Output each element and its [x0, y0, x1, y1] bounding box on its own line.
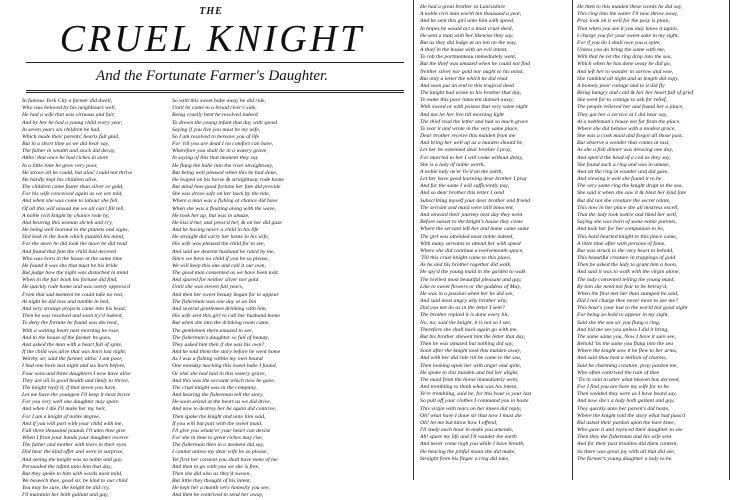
verse-line: For she in time to great riches may rise,: [172, 435, 264, 442]
verse-line: Where the servant left her and home came same: [420, 226, 530, 233]
verse-line: With that he let the ring drop into the sea,: [577, 54, 672, 61]
verse-line: Or else she had laid in this watery grave,: [172, 370, 266, 377]
verse-line: The very same ring the knight dropt in the sea,: [577, 183, 683, 190]
verse-line: From that sad moment he could take no rest,: [22, 291, 124, 298]
verse-line: And for the same I will sufficiently pay,: [420, 183, 510, 190]
verse-line: But they spoke to him with words most mild,: [22, 470, 123, 477]
verse-line: A little time after with persons of fame,: [577, 240, 666, 247]
verse-line: And asked the man with a heart full of spite,: [22, 341, 123, 348]
verse-line: Subscribing myself your dear brother and friend: [420, 197, 531, 204]
verse-line: The fisherman's daughter so full of beauty,: [172, 334, 270, 341]
verse-line: As he and his brother together did walk,: [420, 262, 512, 269]
column-divider: [572, 0, 573, 480]
verse-line: That the lady took notice and liked her well,: [577, 211, 678, 218]
verse-line: This beautiful creature in trappings of gold: [577, 255, 676, 262]
title-rule-bottom-double: [26, 92, 404, 93]
verse-line: And bring her well up as a maiden should be,: [420, 140, 524, 147]
verse-line: Which made their parents' hearts full glad,: [22, 133, 120, 140]
verse-line: That when you see it you may know it again,: [577, 25, 679, 32]
verse-line: 'Tis in vain to alter what heaven has decreed,: [577, 376, 680, 383]
verse-line: And if you will part with your child with me,: [22, 420, 123, 427]
verse-line: And when I die I'll make her my heir,: [22, 406, 106, 413]
verse-line: So pull off your clothes I command you in haste: [420, 398, 529, 405]
verse-line: She is a lady of noble worth,: [420, 161, 485, 168]
verse-line: A noble rich man worth ten thousand a year,: [420, 11, 522, 18]
verse-line: And several gentlemen drinking with him,: [172, 305, 268, 312]
verse-line: Persuaded the infant unto him that day,: [22, 463, 112, 470]
verse-line: One monday morning this sweet babe I found,: [172, 363, 277, 370]
verse-line: His wife was pleased the child for to see,: [172, 241, 266, 248]
verse-line: The thief read the letter and had so much grace: [420, 118, 528, 125]
verse-line: And with her did ride till he came to the sea,: [420, 355, 522, 362]
verse-line: And bid me see you unless I did it bring,: [577, 326, 669, 333]
verse-line: They quickly unto her parent's did haste,: [577, 405, 670, 412]
verse-line: To tear it and wrote in the very same place,: [420, 125, 519, 132]
verse-line: A noble rich knight by chance rode by,: [22, 212, 110, 219]
verse-line: And for their past troubles did them content,: [577, 441, 678, 448]
verse-line: The knight had wrote to his brother that day,: [420, 90, 522, 97]
verse-line: And then he contrived to send her away,: [172, 492, 264, 499]
verse-line: They are all in good health and likely to thrive,: [22, 377, 130, 384]
verse-line: And said we dearest husband be ruled by me,: [172, 248, 275, 255]
verse-line: And found that fate the child had decreed: [22, 248, 117, 255]
verse-line: With a waiting heart next morning he rose,: [22, 327, 120, 334]
verse-line: In saying of this that moment they say: [172, 155, 259, 162]
verse-line: He sent a man with her likewise they say,: [420, 32, 514, 39]
verse-line: Then they the fisherman and his wife sent: [577, 434, 672, 441]
verse-line: He had a great brother in Lancashire: [420, 4, 505, 10]
verse-line: But did not she creature the secret relate,: [577, 197, 671, 204]
title-rule-top: [26, 62, 404, 63]
verse-line: And this was the account which now he gave,: [172, 377, 276, 384]
verse-line: I had one born last night and six born before,: [22, 363, 126, 370]
verse-line: And he told them the story before he went home: [172, 349, 281, 356]
verse-line: For married to her I will come without delay,: [420, 154, 524, 161]
verse-line: They got her a service at I did hear say,: [577, 111, 668, 118]
verse-line: Oh! let me but know how I offend,: [420, 419, 498, 426]
verse-line: A homely poor cottage and to it did fly: [577, 82, 665, 89]
verse-line: He was in a passion when her he did see,: [420, 290, 514, 297]
verse-line: He spy'd the young maid in the garden to walk: [420, 269, 526, 276]
verse-line: And soon put an end to this tragical deed: [420, 82, 514, 89]
verse-line: This now in her place she all mistress excell,: [577, 204, 679, 211]
verse-line: Worthy sir, said the farmer, altho' I am poor,: [22, 356, 123, 363]
verse-line: This ring into the water I'll now throw away,: [577, 11, 679, 18]
verse-line: She went for to cottage to ask for relief,: [577, 97, 667, 104]
verse-line: Who was beloved by his neighbours well,: [22, 105, 116, 112]
verse-line: You may be sure, the knight he did cry,: [22, 485, 110, 492]
verse-line: He then to this maiden these words he did say,: [577, 4, 683, 10]
verse-line: Being hungry and cold & her her heart full of grief: [577, 90, 694, 97]
verse-line: Did you not do as in the letter I sent?: [420, 305, 505, 312]
verse-line: The girl was attended most noble indeed,: [420, 233, 514, 240]
verse-line: The brother replied it is done every bit,: [420, 312, 509, 319]
verse-line: The people relieved her and found her a place,: [577, 104, 684, 111]
verse-line: Let her have good learning dear brother I pray: [420, 176, 528, 183]
verse-line: As she a fish dinner was dressing one day,: [577, 147, 674, 154]
verse-line: Therefore she shall back again go with me,: [420, 326, 518, 333]
verse-line: And trembling to think what was his intent,: [420, 384, 518, 391]
verse-line: Then spake the knight and unto him said,: [172, 413, 266, 420]
verse-line: Where a man was a fishing at chance did have: [172, 198, 278, 205]
verse-line: At a nobleman's house not far from the place,: [577, 118, 681, 125]
verse-line: Since we have no child if you be so please,: [172, 255, 269, 262]
verse-line: And not let her live till morning light: [420, 111, 504, 118]
verse-line: With many servants to attend her with speed: [420, 240, 521, 247]
verse-line: The gentlemen there amazed to see,: [172, 327, 253, 334]
verse-line: Neither silver nor gold nor ought to his mind,: [420, 68, 524, 75]
verse-line: Before sunset to the knight's house they come: [420, 219, 523, 226]
verse-line: Then wedded they were as I have heard say,: [577, 391, 677, 398]
verse-line: But only a letter the which he did read: [420, 75, 508, 82]
verse-line: He found it was she that must be his bride: [22, 262, 118, 269]
verse-line: And viewing it well she found it to be: [577, 176, 662, 183]
verse-line: And never come nigh you while I have breath,: [420, 441, 525, 448]
verse-line: When I from your hands your daughter receive: [22, 435, 129, 442]
verse-line: The knight reply'd, if that seven you have,: [22, 384, 117, 391]
verse-line: I'll maintain her both gallant and gay,: [22, 492, 109, 499]
verse-line: As I was a fishing within my own bound: [172, 356, 263, 363]
verse-line: And open'd the head of a cod as they say,: [577, 154, 671, 161]
verse-line: But as they did lodge at an inn on the way,: [420, 39, 517, 46]
verse-line: To deny the fortune he found was decreed,: [22, 320, 118, 327]
page-title: CRUEL KNIGHT: [59, 18, 365, 60]
verse-line: And by her he had a young child every year,: [22, 119, 123, 126]
verse-line: So I am resolved to bereave you of life: [172, 133, 260, 140]
verse-line: Saying if you live you must be my wife,: [172, 126, 261, 133]
verse-line: Wherefore you shall lie in a watery grave,: [172, 148, 268, 155]
verse-line: To drown the young infant that day with speed: [172, 119, 278, 126]
verse-line: She was drove safe on her back by the tide,: [172, 191, 271, 198]
verse-line: She was a cook maid and forgot all those past,: [577, 133, 683, 140]
verse-line: Then he was resolved and soon try'd indeed,: [22, 313, 123, 320]
text-column-1: [22, 98, 164, 499]
verse-line: He took her up, but was in amaze,: [172, 212, 250, 219]
text-column-4: [577, 4, 725, 478]
verse-line: Soon after the knight took this maiden away,: [420, 348, 522, 355]
verse-line: She rambled all night and at length did espy,: [577, 75, 679, 82]
verse-line: And took her for her companion to be,: [577, 226, 665, 233]
verse-line: Bid asked their pardon upon the bare knee,: [577, 419, 676, 426]
verse-line: In famous York City a farmer did dwell,: [22, 98, 113, 104]
verse-line: Then looking upon her with anger and spite,: [420, 362, 522, 369]
verse-line: At night he did toss and tumble in bed,: [22, 298, 110, 305]
column-divider: [729, 0, 730, 480]
verse-line: Yet first her consent you shall have none of me: [172, 456, 278, 463]
verse-line: Dear brother receive this maiden from me: [420, 133, 516, 140]
verse-line: And he having never a child in his life: [172, 227, 259, 234]
verse-line: Then she did also as they'd swoon,: [172, 470, 251, 477]
verse-line: Until she was eleven full years,: [172, 284, 244, 291]
verse-line: This hour's your last to the world bid good night: [577, 305, 688, 312]
verse-line: He had a wife that was virtuous and fair,: [22, 112, 115, 119]
verse-line: He spoke to this maiden and bid her alight,: [420, 369, 519, 376]
verse-line: When the first met her than stamped he said,: [577, 290, 679, 297]
verse-line: Which when he has done away he did go,: [577, 61, 671, 68]
verse-line: His wife sent this girl to call her husband home: [172, 313, 280, 320]
verse-line: And then her sweet beauty began for to appear: [172, 291, 279, 298]
verse-line: And hearing this woman shriek and cry,: [22, 219, 113, 226]
verse-line: And hearing the fisherman tell the story,: [172, 392, 264, 399]
verse-line: I'll study each hour to make you amends,: [420, 427, 514, 434]
verse-line: For I find you are bore my wife for to be: [577, 384, 669, 391]
verse-line: Where she did continue a twelvemonth space,: [420, 247, 524, 254]
verse-line: But the thief was amazed when he could not find: [420, 61, 531, 68]
verse-line: He strove all he could, but alas! could not thrive: [22, 169, 133, 176]
verse-line: No, no, said the knight, it is not so I see,: [420, 319, 512, 326]
verse-line: Then he asked the lady to grant him a boon,: [577, 262, 678, 269]
verse-line: Pray look on it well for the posy is plain,: [577, 18, 670, 25]
verse-line: And now to destroy her he again did contrive,: [172, 406, 277, 413]
verse-line: He kiss'd her, and press'd her, & on her did gaze: [172, 219, 282, 226]
verse-line: And said it was to walk with the virgin alone,: [577, 269, 680, 276]
verse-line: Let her be esteemed dear brother I pray,: [420, 147, 512, 154]
verse-line: When she was a floating along with the wave,: [172, 205, 277, 212]
verse-line: We beseech thee, good sir, be kind to our child: [22, 478, 128, 485]
verse-line: Like to sweet flowers or the goddess of May,: [420, 283, 521, 290]
verse-line: She said it when she saw it & blest her kind fate: [577, 190, 687, 197]
verse-line: The father and mother with tears in their eyes: [22, 442, 127, 449]
verse-line: Saying she was born of some noble parents,: [577, 219, 677, 226]
verse-line: Ah! spare my life and I'll wander the earth: [420, 434, 517, 441]
verse-line: For you very well one daughter may spare: [22, 399, 119, 406]
verse-line: Unless you do bring the same with me,: [577, 47, 666, 54]
verse-line: Said she the sea sir you flung a ring,: [577, 319, 661, 326]
verse-line: And he sent this girl unto him with speed,: [420, 18, 515, 25]
verse-line: And onward their journey next day they went: [420, 211, 523, 218]
verse-line: And so dear brother this letter I send: [420, 190, 504, 197]
verse-line: I charge you for your sweet sake in my sight,: [577, 32, 679, 39]
verse-line: Being cruelly bent he resolved indeed: [172, 112, 258, 119]
verse-line: Where the knight saw it he flew to her arms,: [577, 348, 678, 355]
verse-line: The maid from the horse immediately went,: [420, 376, 519, 383]
verse-line: With sword or with poison that very same night: [420, 104, 528, 111]
verse-line: The lady consented telling the young maid,: [577, 276, 675, 283]
verse-line: But when she into the drinking room came,: [172, 320, 270, 327]
verse-line: But mind how good fortune her fate did provide: [172, 184, 281, 191]
verse-line: So with this sweet babe away he did ride,: [172, 98, 266, 104]
verse-line: They asked him then if she was his own?: [172, 341, 265, 348]
verse-line: For I am a knight of noble degree,: [22, 413, 101, 420]
verse-line: And very strange projects came into his head,: [22, 305, 127, 312]
verse-line: The same same you, Now I have it sure see,: [577, 333, 676, 340]
verse-line: Who gave it and rejoiced their daughter to see: [577, 427, 683, 434]
verse-line: If you will but part with the sweet maid,: [172, 420, 263, 427]
verse-line: Straight from his finger a ring did take,: [420, 455, 510, 462]
verse-line: The children came faster than silver or gold,: [22, 184, 124, 191]
verse-line: But in a short time as we did hear say,: [22, 141, 110, 148]
verse-line: If the child was alive that was born last night,: [22, 349, 127, 356]
verse-line: For 'till you are dead I no comfort can have,: [172, 141, 274, 148]
verse-line: Then he was amazed but nothing did say,: [420, 341, 514, 348]
verse-line: For the more he did look the more he did read: [22, 241, 127, 248]
column-divider: [413, 0, 414, 480]
verse-line: 'Till this cruel knight came to this place,: [420, 255, 512, 262]
verse-line: Ye're trembling, said he, for this hour is your last: [420, 391, 532, 398]
verse-line: He flung the babe into the river straightway,: [172, 162, 274, 169]
verse-line: Where she did behave with a modest grace,: [577, 125, 676, 132]
verse-line: And spared for neither silver nor gold: [172, 277, 259, 284]
verse-line: Altho' that once he had riches in store: [22, 155, 109, 162]
verse-line: But being well pleased when this he had done,: [172, 169, 278, 176]
verse-line: She found such a ring and was in amaze,: [577, 161, 671, 168]
verse-line: And when she was come to labour she fell,: [22, 198, 119, 205]
verse-line: But observe a wonder that comes at last,: [577, 140, 670, 147]
verse-line: Behold 'tis the same you flung into the sea: [577, 341, 673, 348]
verse-line: Did I not charge thee never more to see me?: [577, 298, 678, 305]
verse-line: But was struck to the very heart to behold,: [577, 247, 674, 254]
verse-line: He kept her a month very honestly you see,: [172, 485, 270, 492]
verse-line: Where the knight told the story what had pass'd: [577, 412, 686, 419]
verse-line: When in the fair book his fortune did find,: [22, 277, 118, 284]
text-column-3: [420, 4, 568, 478]
verse-line: Until he came to a broad river's side,: [172, 105, 257, 112]
verse-line: This hard hearted knight to this place came,: [577, 233, 678, 240]
verse-line: He hearing the pitiful moan she did make,: [420, 448, 516, 455]
verse-line: A noble lady ne'er liv'd on the earth,: [420, 168, 503, 175]
verse-line: The cruel knight was in the company,: [172, 384, 257, 391]
verse-line: He hardly kept his children alive,: [22, 176, 98, 183]
page-subtitle: And the Fortunate Farmer's Daughter.: [96, 68, 328, 84]
verse-line: And then to go with you we she is free,: [172, 463, 260, 470]
title-rule-bottom: [26, 90, 404, 91]
verse-line: Full three thousand pounds I'll unto thee give: [22, 427, 126, 434]
verse-line: He leaped on his horse & straightway rode home: [172, 176, 284, 183]
verse-line: And said most angry why brother why,: [420, 298, 508, 305]
verse-line: And seeing the knight was so noble and gay,: [22, 456, 123, 463]
verse-line: This virgin with tears on her knees did reply,: [420, 405, 522, 412]
verse-line: And to the house of the farmer he goes,: [22, 334, 112, 341]
verse-line: In a little time he grew very poor,: [22, 162, 98, 169]
verse-line: For his wife conceived again as we are told,: [22, 191, 123, 198]
verse-line: He being well learned in the planets and signs,: [22, 227, 129, 234]
verse-line: The servant and maid were still innocent,: [420, 204, 515, 211]
verse-line: The fisherman was one day at an Inn: [172, 298, 257, 305]
verse-line: By him she need not fear to be betray'd,: [577, 283, 668, 290]
verse-line: The father in wealth and stock did decay,: [22, 148, 116, 155]
verse-line: The fisherman then in a moment did say,: [172, 442, 265, 449]
verse-line: In seven years six children he had,: [22, 126, 101, 133]
verse-line: To rob the portmanteau immediately went,: [420, 54, 517, 61]
verse-line: Four sons and three daughters I now have alive: [22, 370, 131, 377]
verse-line: And now she's a lady both gallant and gay,: [577, 398, 675, 405]
verse-line: He straight did carry her home to his wife,: [172, 234, 270, 241]
verse-line: I'll give you whate'er your heart can devise: [172, 427, 271, 434]
verse-line: Let me have the youngest I'll keep it most brave: [22, 392, 131, 399]
verse-line: The farmer's young daughter a lady to be.: [577, 455, 673, 462]
verse-line: And on the ring in wonder and did gaze,: [577, 168, 669, 175]
header-the: THE: [199, 6, 223, 17]
verse-line: Who was born in the house at the same time: [22, 255, 123, 262]
verse-line: So there was great joy with all that did see,: [577, 448, 676, 455]
verse-line: He soon seized at the heart as we did drive,: [172, 399, 272, 406]
verse-line: We will keep this one and call it our own,: [172, 262, 266, 269]
verse-line: And said thou hast a million of charms,: [577, 355, 667, 362]
verse-line: To make this poor innocent damsel away,: [420, 97, 514, 104]
verse-line: He quickly rode home and was sorely oppress'd: [22, 284, 131, 291]
verse-line: Oh! what have I done sir that now I must die: [420, 412, 522, 419]
verse-line: The good man consented as we have been told,: [172, 270, 279, 277]
verse-line: Who often contrived the ruin of thee: [577, 369, 660, 376]
verse-line: Did look in the book which puzzled his mind,: [22, 234, 125, 241]
verse-line: For if you do I shall owe you a spite,: [577, 39, 661, 46]
verse-line: But his brother shewed him the letter that day,: [420, 333, 526, 340]
text-column-2: [172, 98, 322, 499]
verse-line: In hopes he would act a most cruel deed,: [420, 25, 514, 32]
verse-line: The lovliest most beautiful pleasant and gay,: [420, 276, 522, 283]
verse-line: For being so bold to appear in my sight,: [577, 312, 669, 319]
verse-line: I cannot unless my dear wife be so please,: [172, 449, 268, 456]
verse-line: A thief in the house with an evil intent,: [420, 47, 508, 54]
verse-line: But judge how the night was disturbed in mind: [22, 270, 129, 277]
verse-line: And left her to wander in sorrow and woe,: [577, 68, 674, 75]
verse-line: Said he charming creature, pray pardon me,: [577, 362, 678, 369]
verse-line: Did hear the kind offer and were in surprise,: [22, 449, 124, 456]
verse-line: Of all this will unsoul me we all can't fill tell,: [22, 205, 125, 212]
verse-line: But little they thought of his intent,: [172, 478, 252, 485]
